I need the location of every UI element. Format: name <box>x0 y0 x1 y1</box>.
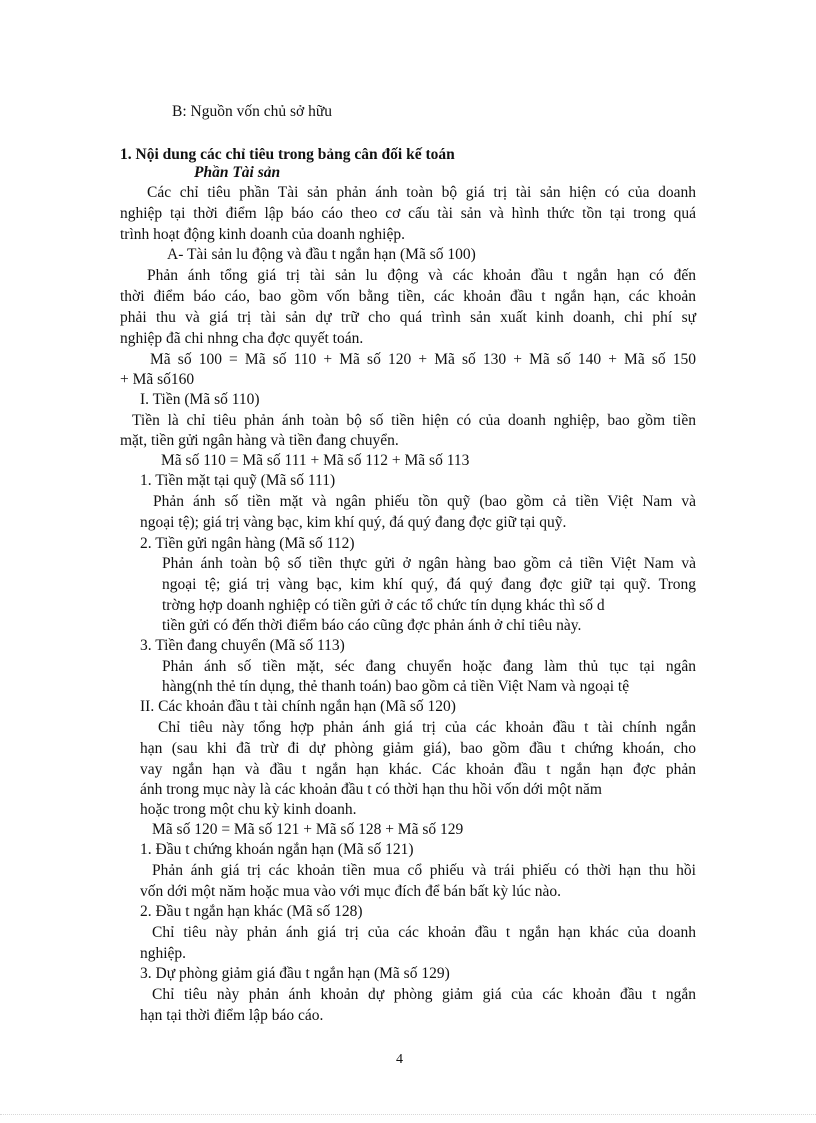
heading-2-1: 1. Đầu t chứng khoán ngắn hạn (Mã số 121) <box>140 841 414 858</box>
text-line: hoặc trong một chu kỳ kinh doanh. <box>140 801 357 818</box>
formula-line: + Mã số160 <box>120 371 195 388</box>
text-line: mặt, tiền gửi ngân hàng và tiền đang chuyển. <box>120 432 399 449</box>
text-line: Chỉ tiêu này phản ánh khoản dự phòng giảm giá của các khoản đầu t ngắn <box>152 986 696 1003</box>
section-1-heading: 1. Nội dung các chỉ tiêu trong bảng cân đối kế toán <box>120 146 455 163</box>
heading-2-3: 3. Dự phòng giảm giá đầu t ngắn hạn (Mã số 129) <box>140 965 450 982</box>
page-bottom-divider <box>0 1114 816 1115</box>
text-line: Phản ánh số tiền mặt, séc đang chuyển hoặc đang làm thủ tục tại ngân <box>162 658 696 675</box>
heading-i: I. Tiền (Mã số 110) <box>140 391 260 408</box>
text-line: Phản ánh toàn bộ số tiền thực gửi ở ngân hàng bao gồm cả tiền Việt Nam và <box>162 555 696 572</box>
text-line: trình hoạt động kinh doanh của doanh nghiệp. <box>120 226 405 243</box>
section-b-heading: B: Nguồn vốn chủ sở hữu <box>172 103 332 120</box>
heading-1-2: 2. Tiền gửi ngân hàng (Mã số 112) <box>140 535 355 552</box>
text-line: phải thu và giá trị tài sản dự trữ cho quá trình sản xuất kinh doanh, chi phí sự <box>120 309 696 326</box>
text-line: ánh trong mục này là các khoản đầu t có thời hạn thu hồi vốn dới một năm <box>140 781 602 798</box>
heading-1-3: 3. Tiền đang chuyển (Mã số 113) <box>140 637 345 654</box>
formula-line: Mã số 100 = Mã số 110 + Mã số 120 + Mã số 130 + Mã số 140 + Mã số 150 <box>150 351 696 368</box>
text-line: Tiền là chỉ tiêu phản ánh toàn bộ số tiền hiện có của doanh nghiệp, bao gồm tiền <box>132 412 696 429</box>
text-line: Phản ánh tổng giá trị tài sản lu động và các khoản đầu t ngắn hạn có đến <box>147 267 696 284</box>
text-line: tiền gửi có đến thời điểm báo cáo cũng đợc phản ánh ở chỉ tiêu này. <box>162 617 582 634</box>
text-line: nghiệp. <box>140 945 187 962</box>
formula-line: Mã số 110 = Mã số 111 + Mã số 112 + Mã số 113 <box>161 452 470 469</box>
subsection-title-assets: Phần Tài sản <box>194 164 281 181</box>
heading-ii: II. Các khoản đầu t tài chính ngắn hạn (Mã số 120) <box>140 698 456 715</box>
text-line: vốn dới một năm hoặc mua vào với mục đích để bán bất kỳ lúc nào. <box>140 883 562 900</box>
heading-1-1: 1. Tiền mặt tại quỹ (Mã số 111) <box>140 472 336 489</box>
text-line: trờng hợp doanh nghiệp có tiền gửi ở các tổ chức tín dụng khác thì số d <box>162 597 605 614</box>
text-line: Chỉ tiêu này phản ánh giá trị của các khoản đầu t ngắn hạn khác của doanh <box>152 924 696 941</box>
heading-a: A- Tài sản lu động và đầu t ngắn hạn (Mã số 100) <box>167 246 476 263</box>
text-line: vay ngắn hạn và đầu t ngắn hạn khác. Các khoản đầu t ngắn hạn đợc phản <box>140 761 696 778</box>
text-line: thời điểm báo cáo, bao gồm vốn bằng tiền, các khoản đầu t ngắn hạn, các khoản <box>120 288 696 305</box>
page-number: 4 <box>396 1052 403 1067</box>
text-line: ngoại tệ; giá trị vàng bạc, kim khí quý, đá quý đang đợc giữ tại quỹ. Trong <box>162 576 696 593</box>
text-line: Phản ánh số tiền mặt và ngân phiếu tồn quỹ (bao gồm cả tiền Việt Nam và <box>153 493 696 510</box>
text-line: hàng(nh thẻ tín dụng, thẻ thanh toán) bao gồm cả tiền Việt Nam và ngoại tệ <box>162 678 630 695</box>
formula-line: Mã số 120 = Mã số 121 + Mã số 128 + Mã số 129 <box>152 821 464 838</box>
text-line: nghiệp tại thời điểm lập báo cáo theo cơ cấu tài sản và hình thức tồn tại trong quá <box>120 205 696 222</box>
text-line: hạn tại thời điểm lập báo cáo. <box>140 1007 324 1024</box>
text-line: nghiệp đã chi nhng cha đợc quyết toán. <box>120 330 364 347</box>
heading-2-2: 2. Đầu t ngắn hạn khác (Mã số 128) <box>140 903 363 920</box>
text-line: Các chỉ tiêu phần Tài sản phản ánh toàn bộ giá trị tài sản hiện có của doanh <box>147 184 696 201</box>
text-line: Chỉ tiêu này tổng hợp phản ánh giá trị của các khoản đầu t tài chính ngắn <box>158 719 696 736</box>
text-line: hạn (sau khi đã trừ đi dự phòng giảm giá), bao gồm đầu t chứng khoán, cho <box>140 740 696 757</box>
text-line: Phản ánh giá trị các khoản tiền mua cổ phiếu và trái phiếu có thời hạn thu hồi <box>152 862 696 879</box>
text-line: ngoại tệ); giá trị vàng bạc, kim khí quý, đá quý đang đợc giữ tại quỹ. <box>140 514 567 531</box>
